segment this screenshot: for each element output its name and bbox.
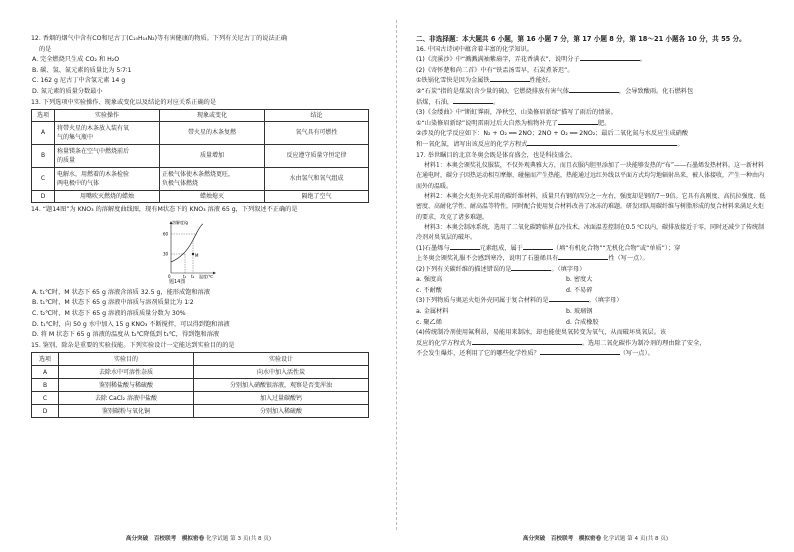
answer-blank[interactable] <box>450 249 480 250</box>
q14-stem: 14. “题14图”为 KNO₃ 的溶解度曲线图，现有M状态下的 KNO₃ 溶液 65 g，下列叙述不正确的是 <box>31 206 298 214</box>
answer-blank[interactable] <box>549 301 589 302</box>
q15-cell: 鉴别碳粉与氧化铜 <box>59 405 194 418</box>
q15-stem: 15. 鉴别、除杂是重要的实验技能。下列实验设计一定能达到实验目的的是 <box>31 341 235 349</box>
answer-blank[interactable] <box>490 81 530 82</box>
answer-blank[interactable] <box>527 145 677 146</box>
solubility-curve-figure <box>159 218 219 280</box>
answer-blank[interactable] <box>523 249 553 250</box>
q17-materials <box>416 161 766 243</box>
q15-cell: A <box>32 366 59 379</box>
q16-line: (3)《金缕曲》中“断虹霁雨，净秋空，山染修眉新绿”描写了雨后的情景。 <box>416 109 617 117</box>
q17-line: c. 不耐酸 d. 不易碎 <box>416 286 593 294</box>
q13-header: 实验操作 <box>55 110 160 122</box>
q13-stem: 13. 下列选项中实验操作、现象或变化以及结论的对应关系正确的是 <box>31 98 217 106</box>
table-row <box>32 379 369 392</box>
table-row <box>32 168 369 191</box>
material-3: 材料3：本奥会制冰系统，选用了二氧化碳跨临界直冷技术，冰面温差控制在0.5 ℃以内，碳排放接近于零，同时还减少了传统制冷剂对臭氧层的破坏。 <box>416 223 764 242</box>
answer-blank[interactable] <box>453 103 493 104</box>
q13-cell: A <box>32 122 55 145</box>
q17-line: 不会发生爆炸，还利用了它的哪些化学性质？ （写一点）。 <box>416 350 654 358</box>
q12-stem-1: 12. 香烟的烟气中含有CO和尼古丁(C₁₀H₁₄N₂)等有害健康的物质。下列有关尼古丁的说法正确 <box>31 35 288 42</box>
q13-cell: 反应遵守质量守恒定律 <box>265 145 369 168</box>
q13-cell: 电解水，用燃着的木条检验 两电极中的气体 <box>55 168 160 191</box>
q15-cell: 分别加入稀硫酸 <box>194 405 369 418</box>
q17-line: (1)石墨烯与 元素组成，属于 （填“有机化合物”“无机化合物”或“单质”）；穿 <box>416 244 681 252</box>
section-title: 二、非选择题：本大题共 6 小题，第 16 小题 7 分，第 17 小题 8 分，第 18～21 小题各 10 分，共 55 分。 <box>416 35 746 43</box>
q13-cell: B <box>32 145 55 168</box>
q14-option-a: A. t₁℃时，M 状态下 65 g 溶液含溶质 32.5 g，能形成饱和溶液 <box>32 288 210 296</box>
graph-xtick: t₁ <box>183 273 187 279</box>
q12-option-c: C. 162 g 尼古丁中含氢元素 14 g <box>32 77 126 85</box>
footer-page: 第 3 页(共 8 页) <box>230 536 272 542</box>
q17-line: c. 聚乙烯 d. 合成橡胶 <box>416 318 599 326</box>
table-row <box>32 145 369 168</box>
graph-point-label: M <box>195 252 199 258</box>
footer-brand: 高分突破 百校联考 模拟密卷 <box>522 536 602 542</box>
graph-caption: 题14图 <box>169 279 186 286</box>
q13-cell: 将带火星的木条放入装有氧 气的集气瓶中 <box>55 122 160 145</box>
q15-cell: C <box>32 392 59 405</box>
graph-ytick: 30 <box>163 251 169 257</box>
answer-blank[interactable] <box>511 270 551 271</box>
answer-blank[interactable] <box>558 124 598 125</box>
table-row <box>32 122 369 145</box>
material-2: 材料2：本奥会火炬外壳采用的碳纤维材料，质量只有钢的四分之一左右，强度却是钢的7～9倍。它具有高刚度、高抗拉强度、低密度、高耐化学性、耐高温等特性，同时配合使用复合材料改善了冰冻的难题。研发团队用碳纤维与树脂形成的复合材料来满足火炬的要求，攻克了诸多难题。 <box>416 193 766 221</box>
q14-option-d: D. t₁℃时，向 50 g 水中加入 15 g KNO₃ 不断搅拌，可以得到饱和溶液 <box>32 320 230 328</box>
q16-line: ①铁锅化雪快是因为金属铁 性能好。 <box>416 77 555 85</box>
q12-stem-2: 的是 <box>39 45 52 53</box>
graph-ytick: 60 <box>163 231 169 237</box>
q14-option-b: B. t₁℃时，M 状态下 65 g 溶液中溶质与溶剂质量比为 1∶2 <box>32 299 194 307</box>
table-row <box>32 405 369 418</box>
table-row <box>32 366 369 379</box>
footer-page: 第 4 页(共 8 页) <box>627 536 669 542</box>
q15-cell: B <box>32 379 59 392</box>
q17-line: (2)下列有关碳纤维的描述错误的是 。（填字母） <box>416 265 586 273</box>
q17-line: 上冬奥会颁奖礼服不会感到寒冷，说明了石墨烯具有 性（写一点）。 <box>416 255 649 263</box>
q14-solubility-graph <box>159 218 219 288</box>
q15-header: 实验目的 <box>59 353 194 366</box>
q13-cell: D <box>32 191 55 203</box>
q13-cell: 质量增加 <box>160 145 265 168</box>
q13-cell: C <box>32 168 55 191</box>
q13-table <box>31 109 369 203</box>
q13-cell: 称量镁条在空气中燃烧前后 的质量 <box>55 145 160 168</box>
footer-subject: 化学试题 <box>602 536 626 542</box>
q14-option-c: C. t₂℃时，M 状态下 65 g 溶液的溶质质量分数为 30% <box>32 309 186 317</box>
q15-header: 选项 <box>32 353 59 366</box>
q17-line: (3)下列物质与奥运火炬外壳同属于复合材料的是 。（填字母） <box>416 297 623 305</box>
q13-header: 现象或变化 <box>160 110 265 122</box>
q13-header: 结论 <box>265 110 369 122</box>
q16-line: ①“山染修眉新绿”说明雷雨过后大自然为植物补充了 肥。 <box>416 119 611 127</box>
q12-option-b: B. 碳、氢、氮元素的质量比为 5∶7∶1 <box>32 66 132 74</box>
answer-blank[interactable] <box>558 259 608 260</box>
q17-line: a. 强度高 b. 密度大 <box>416 276 593 284</box>
q12-option-a: A. 完全燃烧只生成 CO₂ 和 H₂O <box>32 56 120 64</box>
q15-cell: 分别加入硝酸银溶液，观察是否变浑浊 <box>194 379 369 392</box>
q13-cell: 带火星的木条复燃 <box>160 122 265 145</box>
right-footer <box>397 534 794 542</box>
table-row <box>32 191 369 203</box>
graph-xlabel: 温度/℃ <box>199 273 213 279</box>
answer-blank[interactable] <box>472 344 582 345</box>
q15-header: 实验设计 <box>194 353 369 366</box>
answer-blank[interactable] <box>569 92 619 93</box>
q17-line: (4)传统制冷剂使用氟利昂，易能用来制冰，却也能使臭氧转变为氧气，从而破坏臭氧层。该 <box>416 329 667 337</box>
q13-cell: 用嘴吹灭燃烧的蜡烛 <box>55 191 160 203</box>
material-1: 材料1：本奥会颁奖礼仪服装，不仅外观典雅大方，而且衣服内胆里添加了一块能够发热的“布”——石墨烯发热材料。这一新材料在通电时，碳分子因热运动相互摩擦、碰撞而产生热能，热能通过远红外线以平面方式均匀地辐射出来，被人体接收，产生一种由内而外的温暖。 <box>416 162 765 190</box>
footer-subject: 化学试题 <box>205 536 229 542</box>
q15-cell: 向水中加入活性炭 <box>194 366 369 379</box>
left-footer <box>0 534 397 542</box>
q13-cell: 隔绝了空气 <box>265 191 369 203</box>
q15-cell: 去除 CaCl₂ 溶液中盐酸 <box>59 392 194 405</box>
q13-cell: 蜡烛熄灭 <box>160 191 265 203</box>
q16-line: 和一氧化氮，请写出该反应的化学方程式 。 <box>416 140 684 148</box>
q15-cell: D <box>32 405 59 418</box>
footer-brand: 高分突破 百校联考 模拟密卷 <box>125 536 205 542</box>
q13-cell: 氧气具有可燃性 <box>265 122 369 145</box>
q17-stem: 17. 举世瞩目的北京冬奥会既是体育盛会，也是科技盛会。 <box>416 151 577 159</box>
q12-option-d: D. 氮元素的质量分数最小 <box>32 87 103 95</box>
right-page <box>397 0 794 552</box>
q16-stem: 16. 中国古诗词中蕴含着丰富的化学知识。 <box>416 45 533 53</box>
q16-line: (2)《寄怀楚和尚二首》中有“铁盂汤雪早，石炭煮茶迟”。 <box>416 66 574 74</box>
graph-ylabel: 溶解度/g <box>172 219 188 225</box>
q16-line: 括煤，石油， 。 <box>416 98 500 106</box>
q13-cell: 水由氢气和氧气组成 <box>265 168 369 191</box>
graph-xtick: 0 <box>168 273 171 279</box>
q15-cell: 鉴别稀盐酸与稀硫酸 <box>59 379 194 392</box>
q16-line: ②“石炭”指的是煤炭(含少量的硫)，它燃烧排放有害气体 ，会导致酸雨。化石燃料包 <box>416 87 694 95</box>
q16-line: ②涉及的化学反应如下：N₂ + O₂ ══ 2NO；2NO + O₂ ══ 2NO₂；最后二氧化氮与水反应生成硝酸 <box>416 130 689 138</box>
graph-xtick: t₂ <box>191 273 195 279</box>
q15-table <box>31 352 369 418</box>
answer-blank[interactable] <box>580 60 640 61</box>
q16-line: (1)《浣溪沙》中“溅溅满袖紫扇字，弄花香满衣”，说明分子 。 <box>416 56 646 64</box>
answer-blank[interactable] <box>540 354 620 355</box>
table-row <box>32 392 369 405</box>
q15-cell: 去除水中可溶性杂质 <box>59 366 194 379</box>
q13-cell: 正极气体使木条燃烧更旺， 负极气体燃烧 <box>160 168 265 191</box>
q17-line: a. 金属材料 b. 玻璃钢 <box>416 308 593 316</box>
q13-header: 选项 <box>32 110 55 122</box>
q14-option-e: D. 将 M 状态下 65 g 溶液的温度从 t₂℃降低到 t₁℃，得到饱和溶液 <box>32 331 220 339</box>
q17-line: 反应的化学方程式为 。选用二氧化碳作为制冷剂的理由除了安全， <box>416 339 706 347</box>
q15-cell: 加入过量碳酸钙 <box>194 392 369 405</box>
